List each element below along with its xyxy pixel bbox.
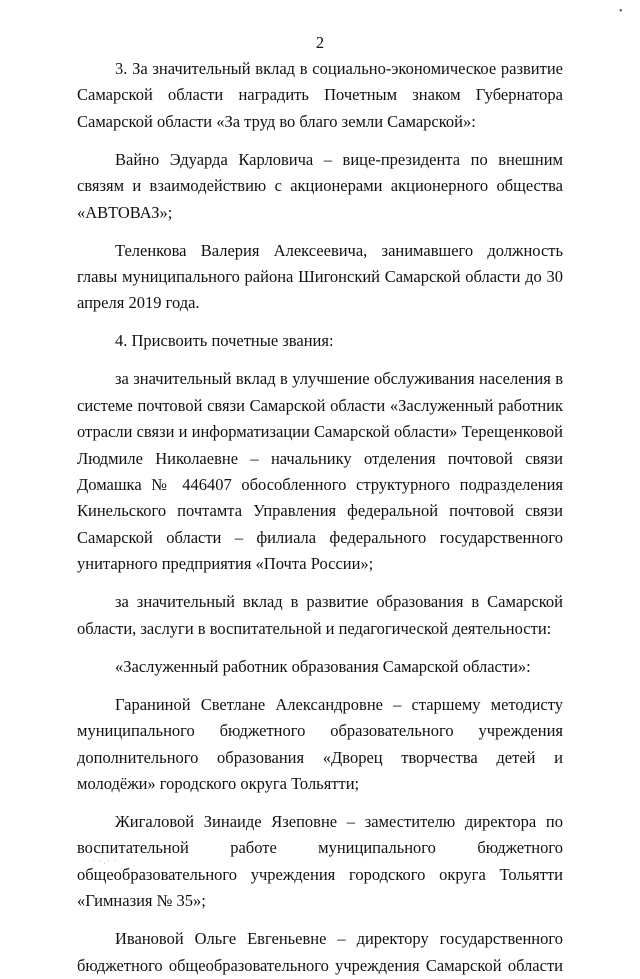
paragraph-garanina: Гараниной Светлане Александровне – старшему методисту муниципального бюджетного образовательного учреждения дополнительного образования «Дворец творчества детей и молодёжи» городского округа Тольятти; <box>77 694 563 793</box>
scan-speck: • <box>619 6 623 17</box>
paragraph-titles-4: 4. Присвоить почетные звания: <box>115 331 334 351</box>
page-number: 2 <box>315 33 325 52</box>
paragraph-tereshchenkova: за значительный вклад в улучшение обслуживания населения в системе почтовой связи Самарской области «Заслуженный работник отрасли связи и информатизации Самарской области» Терещенковой Людмиле Николаевне – начальнику отделения почтовой связи Домашка № 446407 обособленного структурного подразделения Кинельского почтамта Управления федеральной почтовой связи Самарской области – филиала федерального государственного унитарного предприятия «Почта России»; <box>77 369 563 574</box>
paragraph-education-merit: за значительный вклад в развитие образования в Самарской области, заслуги в воспитательной и педагогической деятельности: <box>77 592 563 638</box>
paragraph-zhigalova: Жигаловой Зинаиде Язеповне – заместителю директора по воспитательной работе муниципального бюджетного общеобразовательного учреждения городского округа Тольятти «Гимназия № 35»; <box>77 811 563 911</box>
document-body <box>77 56 563 979</box>
paragraph-telenkov: Теленкова Валерия Алексеевича, занимавшего должность главы муниципального района Шигонский Самарской области до 30 апреля 2019 года. <box>77 240 563 313</box>
paragraph-vaino: Вайно Эдуарда Карловича – вице-президента по внешним связям и взаимодействию с акционерами акционерного общества «АВТОВАЗ»; <box>77 149 563 222</box>
paragraph-award-3: 3. За значительный вклад в социально-экономическое развитие Самарской области наградить Почетным знаком Губернатора Самарской области «За труд во благо земли Самарской»: <box>77 59 563 131</box>
paragraph-ivanova: Ивановой Ольге Евгеньевне – директору государственного бюджетного общеобразовательного учреждения Самарской области <box>77 929 563 975</box>
paragraph-honored-worker-title: «Заслуженный работник образования Самарской области»: <box>115 656 531 676</box>
scan-artifact: · ·.· · <box>92 856 118 866</box>
